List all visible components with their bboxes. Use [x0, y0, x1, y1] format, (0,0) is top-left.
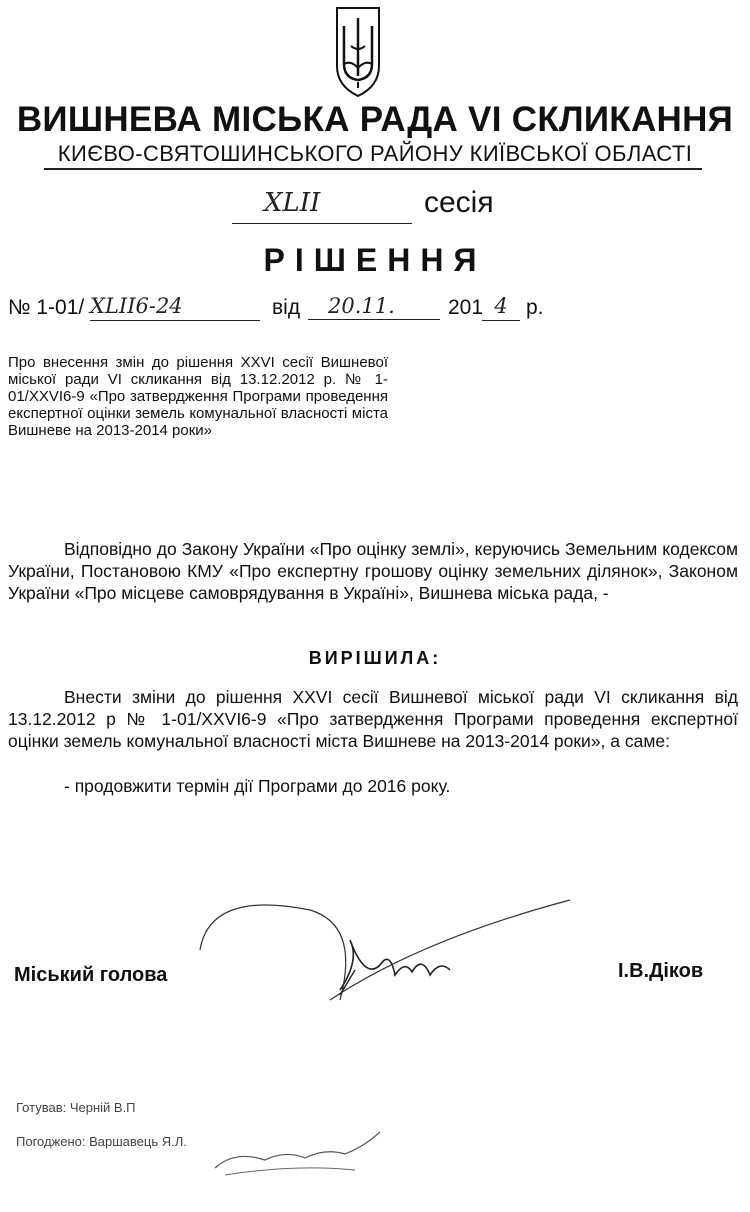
preamble-paragraph: Відповідно до Закону України «Про оцінку землі», керуючись Земельним кодексом України, Постановою КМУ «Про експертну грошову оцінку земельних ділянок», Законом України «Про місцеве самоврядування в Україні», Вишнева міська рада, -: [8, 539, 738, 603]
year-digit: 4: [482, 294, 520, 321]
council-title: ВИШНЕВА МІСЬКА РАДА VI СКЛИКАННЯ: [16, 100, 734, 139]
decision-date: 20.11.: [308, 294, 440, 320]
decision-title: РІШЕННЯ: [263, 242, 487, 278]
decision-number: XLII6-24: [90, 294, 260, 321]
number-prefix: № 1-01/: [8, 296, 85, 319]
decision-number-line: [8, 294, 728, 328]
district-subtitle: КИЄВО-СВЯТОШИНСЬКОГО РАЙОНУ КИЇВСЬКОЇ ОБЛАСТІ: [57, 141, 693, 166]
date-from-label: від: [272, 296, 301, 319]
session-label: сесія: [424, 186, 494, 219]
signature-mark: [190, 880, 590, 1020]
session-number: XLII: [232, 188, 412, 224]
signatory-name: І.В.Діков: [618, 960, 704, 982]
resolution-text: Внести зміни до рішення XXVI сесії Вишневої міської ради VI скликання від 13.12.2012 р № 1-01/XXVI6-9 «Про затвердження Програми проведення експертної оцінки земель комунальної власності міста Вишневе на 2013-2014 роки», а саме:: [8, 687, 738, 751]
agreed-by: Погоджено: Варшавець Я.Л.: [16, 1134, 187, 1149]
resolution-item: - продовжити термін дії Програми до 2016 року.: [64, 776, 451, 796]
coat-of-arms-icon: [334, 6, 382, 98]
resolved-heading: ВИРІШИЛА:: [308, 648, 442, 668]
year-suffix: р.: [526, 296, 544, 319]
header-divider: [44, 168, 702, 170]
approval-initials: [205, 1120, 405, 1200]
prepared-by: Готував: Черній В.П: [16, 1100, 136, 1115]
year-prefix: 201: [448, 296, 484, 319]
signatory-position: Міський голова: [14, 964, 168, 986]
decision-subject: Про внесення змін до рішення XXVI сесії Вишневої міської ради VI скликання від 13.12.2012 р. № 1-01/XXVI6-9 «Про затвердження Програми проведення експертної оцінки земель комунальної власності міста Вишневе на 2013-2014 роки»: [8, 354, 388, 439]
